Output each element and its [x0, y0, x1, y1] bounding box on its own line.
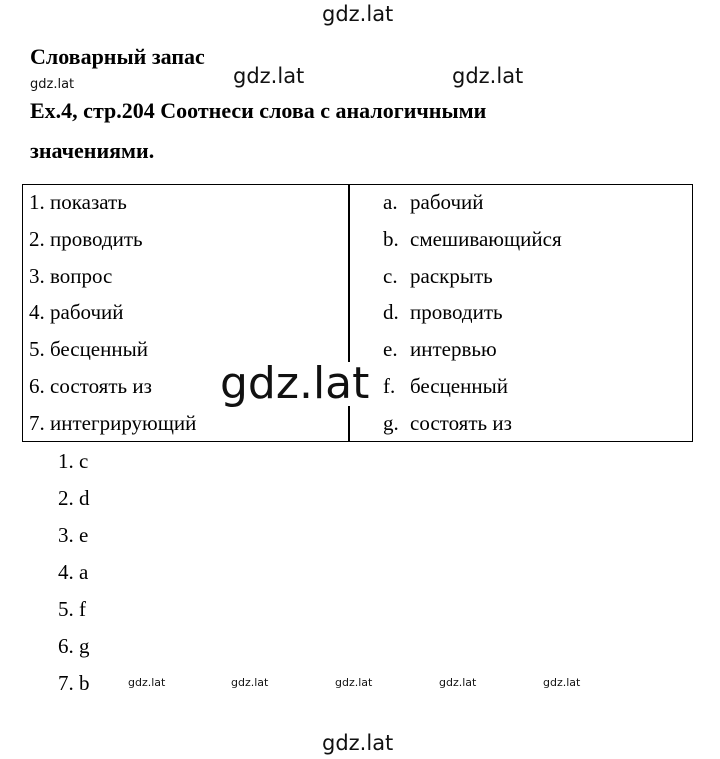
item-text: бесценный: [410, 373, 508, 398]
answer-item: [58, 520, 90, 557]
answer-number: 6.: [58, 634, 74, 658]
answer-item: [58, 557, 90, 594]
table-left-item: [29, 261, 196, 298]
item-text: рабочий: [50, 300, 124, 325]
item-number: 7.: [29, 410, 45, 435]
answer-letter: e: [79, 523, 89, 547]
item-number: 1.: [29, 190, 45, 214]
answer-number: 2.: [58, 486, 74, 510]
item-number: 4.: [29, 300, 45, 325]
item-letter: d.: [383, 300, 399, 325]
answer-item: [58, 668, 90, 705]
answer-letter: b: [79, 671, 90, 695]
item-text: смешивающийся: [410, 226, 562, 251]
table-left-item: [29, 408, 196, 445]
item-text: бесценный: [50, 337, 148, 362]
item-text: состоять из: [50, 373, 152, 398]
answer-number: 5.: [58, 597, 74, 621]
table-left-item: [29, 224, 196, 261]
answer-number: 1.: [58, 449, 74, 473]
answer-item: [58, 594, 90, 631]
answer-letter: d: [79, 486, 90, 510]
item-letter: e.: [383, 337, 398, 362]
watermark-bottom: gdz.lat: [322, 731, 394, 755]
table-right-item: [383, 334, 562, 371]
item-text: интегрирующий: [50, 410, 197, 435]
table-left-item: [29, 297, 196, 334]
item-text: раскрыть: [410, 263, 493, 288]
answer-letter: f: [79, 597, 86, 621]
watermark-row-2: gdz.lat: [231, 676, 269, 689]
watermark-top: gdz.lat: [322, 2, 394, 26]
table-right-item: [383, 187, 562, 224]
item-letter: f.: [383, 373, 396, 398]
item-number: 3.: [29, 263, 45, 288]
item-number: 6.: [29, 373, 45, 398]
item-letter: b.: [383, 226, 399, 251]
table-right-item: [383, 371, 562, 408]
watermark-row-4: gdz.lat: [439, 676, 477, 689]
item-text: проводить: [50, 226, 143, 251]
watermark-small-left: gdz.lat: [30, 77, 75, 92]
answer-letter: c: [79, 449, 89, 473]
item-text: показать: [50, 190, 127, 214]
watermark-row-3: gdz.lat: [335, 676, 373, 689]
watermark-center-big: gdz.lat: [220, 358, 370, 409]
answer-list: [58, 446, 90, 705]
item-letter: g.: [383, 410, 399, 435]
item-text: вопрос: [50, 263, 113, 288]
answer-number: 4.: [58, 560, 74, 584]
answer-letter: a: [79, 560, 89, 584]
item-number: 5.: [29, 337, 45, 362]
answer-letter: g: [79, 634, 90, 658]
item-text: интервью: [410, 337, 497, 362]
task-title-line-1: Ex.4, стр.204 Соотнеси слова с аналогичными: [30, 98, 487, 123]
section-title: Словарный запас: [30, 44, 205, 69]
answer-item: [58, 631, 90, 668]
table-right-item: [383, 408, 562, 445]
watermark-mid-2: gdz.lat: [452, 64, 524, 88]
item-text: рабочий: [410, 190, 484, 214]
table-left-item: [29, 187, 196, 224]
table-left-item: [29, 334, 196, 371]
answer-item: [58, 483, 90, 520]
item-letter: c.: [383, 263, 398, 288]
item-text: проводить: [410, 300, 503, 325]
watermark-row-5: gdz.lat: [543, 676, 581, 689]
watermark-mid-1: gdz.lat: [233, 64, 305, 88]
table-right-item: [383, 261, 562, 298]
item-number: 2.: [29, 226, 45, 251]
answer-number: 3.: [58, 523, 74, 547]
item-letter: a.: [383, 190, 398, 214]
table-right-column: [383, 187, 562, 445]
answer-item: [58, 446, 90, 483]
table-right-item: [383, 297, 562, 334]
table-right-item: [383, 224, 562, 261]
task-title-line-2: значениями.: [30, 138, 155, 163]
table-left-column: [29, 187, 196, 445]
answer-number: 7.: [58, 671, 74, 695]
item-text: состоять из: [410, 410, 512, 435]
table-left-item: [29, 371, 196, 408]
watermark-row-1: gdz.lat: [128, 676, 166, 689]
